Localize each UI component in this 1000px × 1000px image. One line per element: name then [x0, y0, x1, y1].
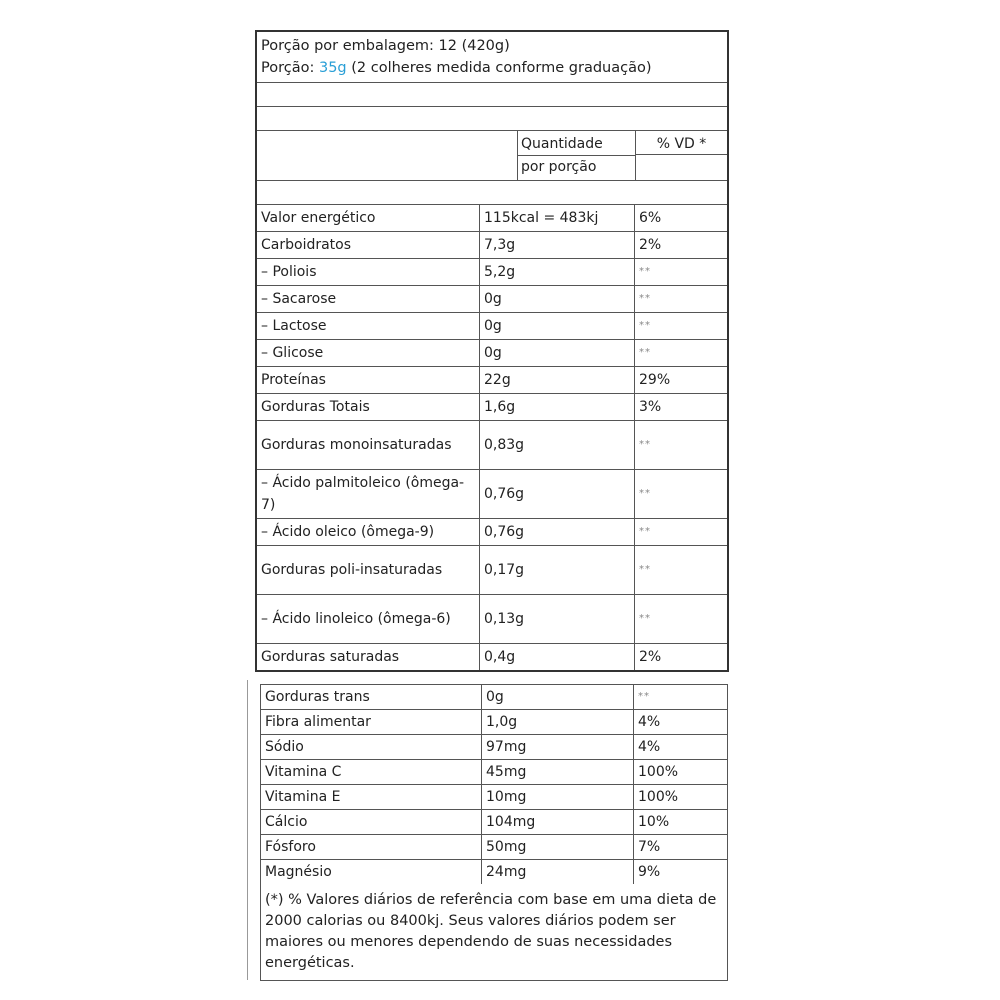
nutrient-quantity: 0g [480, 340, 635, 366]
nutrient-quantity: 1,6g [480, 394, 635, 420]
nutrient-quantity: 45mg [482, 760, 634, 784]
nutrient-quantity: 0g [482, 685, 634, 709]
nutrient-name: – Ácido palmitoleico (ômega-7) [257, 470, 480, 518]
nutrient-dv: ** [639, 488, 651, 499]
serving-suffix: (2 colheres medida conforme graduação) [346, 60, 652, 76]
nutrient-dv: 7% [638, 839, 661, 855]
nutrient-quantity: 0,4g [480, 644, 635, 670]
nutrient-row [261, 835, 727, 860]
nutrient-dv: 2% [639, 649, 662, 665]
nutrient-quantity: 1,0g [482, 710, 634, 734]
nutrient-name: Vitamina E [261, 785, 482, 809]
nutrient-quantity: 0,76g [480, 519, 635, 545]
empty-row [257, 107, 727, 131]
nutrient-name: Fibra alimentar [261, 710, 482, 734]
nutrient-name: Gorduras monoinsaturadas [257, 421, 480, 469]
nutrient-dv: 4% [638, 714, 661, 730]
empty-row [257, 83, 727, 107]
nutrient-name: Gorduras saturadas [257, 644, 480, 670]
nutrient-dv: ** [638, 691, 650, 702]
nutrient-name: – Ácido oleico (ômega-9) [257, 519, 480, 545]
nutrient-name: Gorduras Totais [257, 394, 480, 420]
nutrient-row [257, 644, 727, 670]
column-header-blank [257, 131, 518, 180]
nutrient-quantity: 7,3g [480, 232, 635, 258]
nutrient-row [261, 710, 727, 735]
nutrient-quantity: 0,13g [480, 595, 635, 643]
column-header-quantity [518, 131, 636, 180]
nutrient-name: – Lactose [257, 313, 480, 339]
nutrient-quantity: 0g [480, 313, 635, 339]
serving-prefix: Porção: [261, 60, 319, 76]
nutrient-row [261, 810, 727, 835]
column-header-row [257, 131, 727, 181]
nutrient-dv: 4% [638, 739, 661, 755]
nutrient-row [261, 760, 727, 785]
nutrient-name: Fósforo [261, 835, 482, 859]
nutrient-name: Gorduras poli-insaturadas [257, 546, 480, 594]
nutrient-name: – Sacarose [257, 286, 480, 312]
nutrient-dv: 6% [639, 210, 662, 226]
nutrient-dv: 100% [638, 789, 679, 805]
nutrient-dv: ** [639, 320, 651, 331]
nutrient-name: Proteínas [257, 367, 480, 393]
nutrient-quantity: 10mg [482, 785, 634, 809]
nutrient-row [257, 595, 727, 644]
nutrient-quantity: 5,2g [480, 259, 635, 285]
nutrient-row [261, 785, 727, 810]
nutrient-row [257, 340, 727, 367]
nutrient-dv: 9% [638, 864, 661, 880]
nutrient-dv: 100% [638, 764, 679, 780]
nutrient-row [257, 313, 727, 340]
nutrient-name: Carboidratos [257, 232, 480, 258]
nutrient-name: Sódio [261, 735, 482, 759]
nutrient-quantity: 0,17g [480, 546, 635, 594]
nutrient-row [257, 232, 727, 259]
nutrient-quantity: 0g [480, 286, 635, 312]
nutrient-row [257, 259, 727, 286]
nutrient-dv: 29% [639, 372, 671, 388]
serving-size [261, 57, 652, 79]
nutrient-quantity: 97mg [482, 735, 634, 759]
header-info-row [257, 32, 727, 83]
nutrient-row [261, 860, 727, 884]
nutrition-table-top [255, 30, 729, 672]
nutrient-dv: ** [639, 439, 651, 450]
nutrient-dv: ** [639, 526, 651, 537]
divider-line [247, 680, 248, 980]
nutrient-name: Cálcio [261, 810, 482, 834]
nutrient-dv: ** [639, 347, 651, 358]
nutrient-dv: ** [639, 266, 651, 277]
nutrient-quantity: 0,76g [480, 470, 635, 518]
nutrient-rows-bottom [261, 685, 727, 884]
nutrient-name: Vitamina C [261, 760, 482, 784]
nutrient-name: – Glicose [257, 340, 480, 366]
nutrient-dv: ** [639, 613, 651, 624]
nutrient-name: – Poliois [257, 259, 480, 285]
nutrient-dv: 10% [638, 814, 670, 830]
nutrition-table-bottom [260, 684, 728, 981]
nutrient-quantity: 0,83g [480, 421, 635, 469]
quantity-line1: Quantidade [518, 133, 635, 156]
nutrient-row [257, 519, 727, 546]
nutrient-row [261, 735, 727, 760]
nutrient-row [257, 286, 727, 313]
nutrient-row [257, 205, 727, 232]
nutrient-name: – Ácido linoleico (ômega-6) [257, 595, 480, 643]
nutrient-name: Valor energético [257, 205, 480, 231]
nutrient-quantity: 22g [480, 367, 635, 393]
column-header-dv: % VD * [636, 131, 727, 155]
nutrient-dv: ** [639, 293, 651, 304]
nutrient-rows [257, 205, 727, 670]
nutrient-quantity: 115kcal = 483kj [480, 205, 635, 231]
nutrient-name: Magnésio [261, 860, 482, 884]
servings-per-package: Porção por embalagem: 12 (420g) [261, 38, 510, 54]
serving-amount: 35g [318, 60, 347, 76]
nutrient-name: Gorduras trans [261, 685, 482, 709]
nutrient-quantity: 24mg [482, 860, 634, 884]
nutrient-quantity: 50mg [482, 835, 634, 859]
nutrient-row [261, 685, 727, 710]
footnote: (*) % Valores diários de referência com base em uma dieta de 2000 calorias ou 8400kj. Seus valores diários podem ser maiores ou menores dependendo de suas necessidades energéticas. [265, 892, 717, 971]
nutrient-row [257, 367, 727, 394]
empty-row [257, 181, 727, 205]
header-info [257, 32, 656, 82]
nutrient-row [257, 394, 727, 421]
quantity-line2: por porção [521, 159, 597, 175]
nutrient-dv: ** [639, 564, 651, 575]
nutrient-quantity: 104mg [482, 810, 634, 834]
nutrient-row [257, 470, 727, 519]
nutrient-row [257, 546, 727, 595]
nutrient-dv: 2% [639, 237, 662, 253]
nutrient-dv: 3% [639, 399, 662, 415]
nutrient-row [257, 421, 727, 470]
